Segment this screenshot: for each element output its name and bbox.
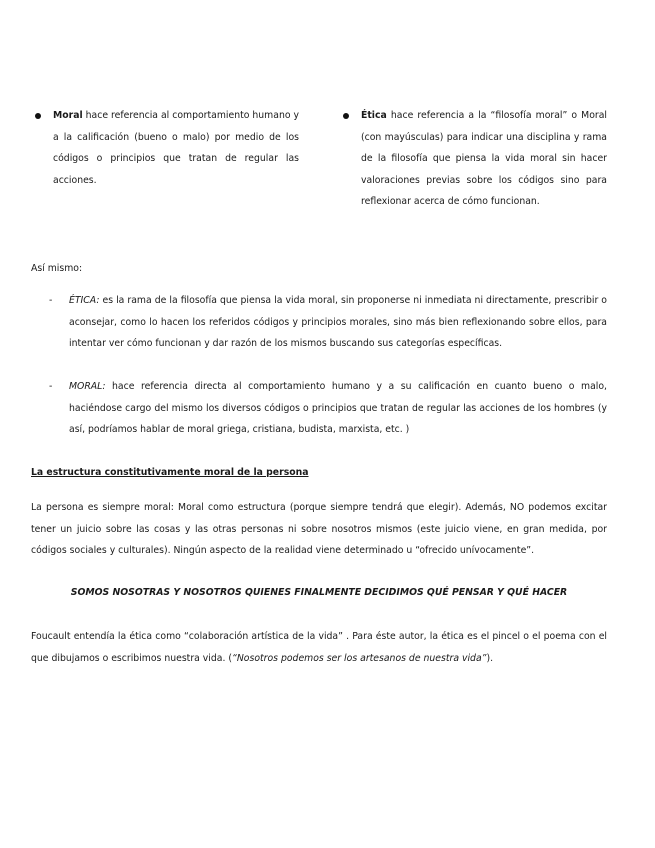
etica-text: hace referencia a la “filosofía moral” o Moral (con mayúsculas) para indicar una disciplina y rama de la filosofía que piensa la vida moral sin hacer valoraciones previas sobre los códigos sino para reflexionar acerca de cómo funcionan. bbox=[361, 110, 607, 207]
etica-list-text: es la rama de la filosofía que piensa la vida moral, sin proponerse ni inmediata ni directamente, prescribir o aconsejar, como lo hacen los referidos códigos y principios morales, sino más bien reflexionando sobre ellos, para intentar ver cómo funcionan y dar razón de los mismos buscando sus categorías específicas. bbox=[69, 295, 607, 349]
moral-list-term: MORAL: bbox=[69, 381, 106, 392]
section-heading: La estructura constitutivamente moral de la persona bbox=[31, 467, 309, 478]
foucault-end: ). bbox=[486, 652, 494, 664]
foucault-paragraph bbox=[31, 626, 607, 669]
asimismo-label: Así mismo: bbox=[31, 263, 83, 274]
etica-list-term: ÉTICA: bbox=[69, 295, 100, 306]
bullet-icon bbox=[343, 113, 349, 119]
moral-list-item bbox=[69, 376, 607, 441]
etica-term: Ética bbox=[361, 110, 387, 121]
slogan: SOMOS NOSOTRAS Y NOSOTROS QUIENES FINALMENTE DECIDIMOS QUÉ PENSAR Y QUÉ HACER bbox=[70, 587, 568, 598]
moral-term: Moral bbox=[53, 110, 83, 121]
etica-list-item bbox=[69, 290, 607, 355]
persona-paragraph: La persona es siempre moral: Moral como estructura (porque siempre tendrá que elegir). Además, NO podemos excitar tener un juicio sobre las cosas y las otras personas ni sobre nosotros mismos (este juicio viene, en gran medida, por códigos sociales y culturales). Ningún aspecto de la realidad viene determinado u “ofrecido unívocamente”. bbox=[31, 502, 607, 556]
foucault-quote: “Nosotros podemos ser los artesanos de nuestra vida” bbox=[232, 652, 487, 664]
moral-text: hace referencia al comportamiento humano y a la calificación (bueno o malo) por medio de los códigos o principios que tratan de regular las acciones. bbox=[53, 110, 299, 186]
foucault-text: Foucault entendía la ética como “colaboración artística de la vida” . Para éste autor, la ética es el pincel o el poema con el que dibujamos o escribimos nuestra vida. ( bbox=[31, 631, 607, 664]
dash-marker: - bbox=[49, 381, 53, 392]
etica-definition-column bbox=[361, 105, 607, 213]
bullet-icon bbox=[35, 113, 41, 119]
moral-definition-column bbox=[53, 105, 299, 191]
moral-list-text: hace referencia directa al comportamiento humano y a su calificación en cuanto bueno o malo, haciéndose cargo del mismo los diversos códigos o principios que tratan de regular las acciones de los hombres (y así, podríamos hablar de moral griega, cristiana, budista, marxista, etc. ) bbox=[69, 381, 607, 435]
dash-marker: - bbox=[49, 295, 53, 306]
